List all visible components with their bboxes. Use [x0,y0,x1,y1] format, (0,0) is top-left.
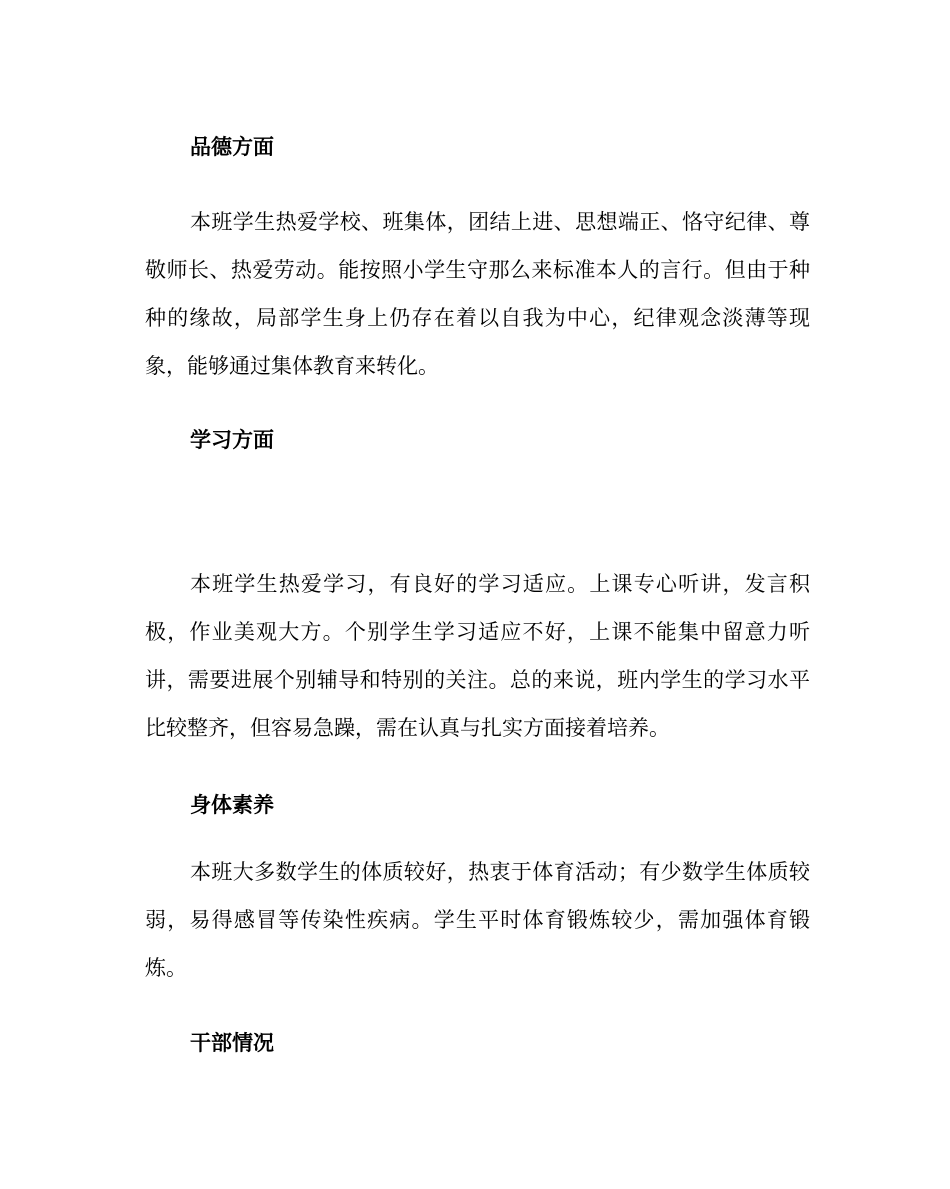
section-body-study: 本班学生热爱学习，有良好的学习适应。上课专心听讲，发言积极，作业美观大方。个别学生学习适应不好，上课不能集中留意力听讲，需要进展个别辅导和特别的关注。总的来说，班内学生的学习水平比较整齐，但容易急躁，需在认真与扎实方面接着培养。 [145,572,810,740]
section-body-physical: 本班大多数学生的体质较好，热衷于体育活动；有少数学生体质较弱，易得感冒等传染性疾病。学生平时体育锻炼较少，需加强体育锻炼。 [145,860,810,980]
section-heading-study: 学习方面 [190,427,274,452]
section-heading-cadre: 干部情况 [190,1030,274,1055]
section-body-moral: 本班学生热爱学校、班集体，团结上进、思想端正、恪守纪律、尊敬师长、热爱劳动。能按照小学生守那么来标准本人的言行。但由于种种的缘故，局部学生身上仍存在着以自我为中心，纪律观念淡薄等现象，能够通过集体教育来转化。 [145,210,810,378]
section-heading-moral: 品德方面 [190,134,274,159]
section-heading-physical: 身体素养 [190,792,274,817]
